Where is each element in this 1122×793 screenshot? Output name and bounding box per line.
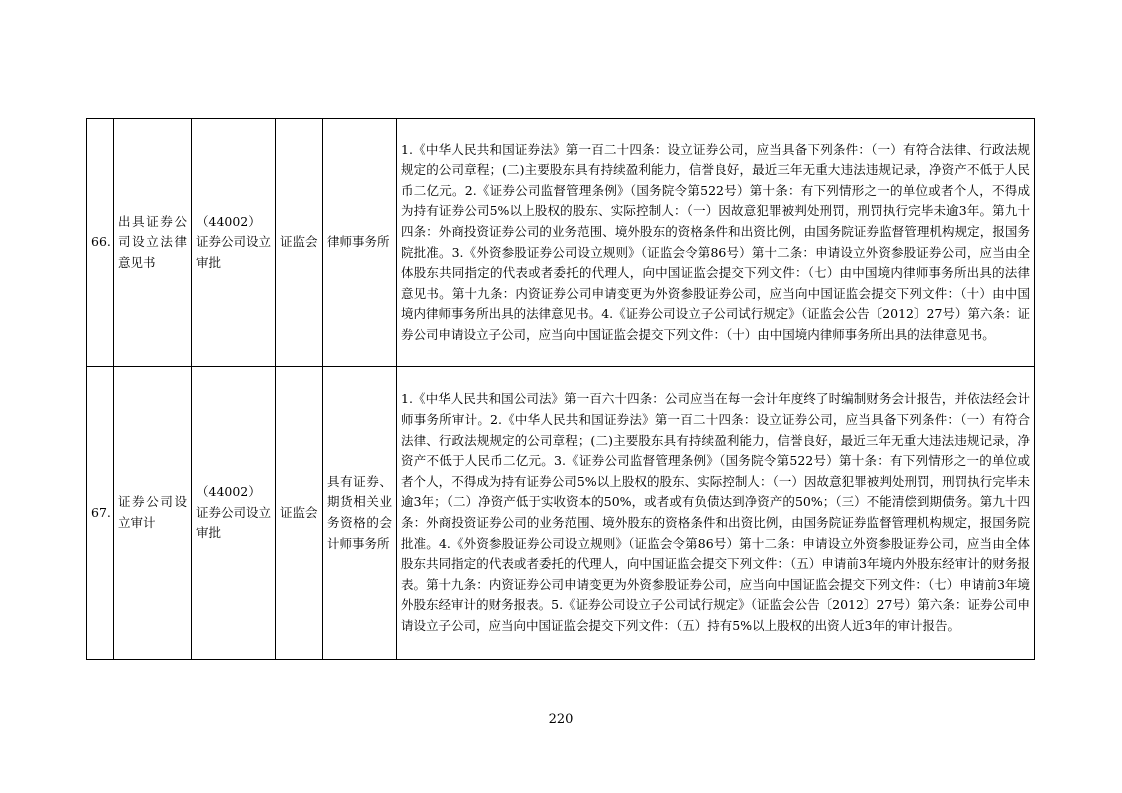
approval-item: （44002）证券公司设立审批 xyxy=(192,367,276,660)
regulation-table xyxy=(86,118,1035,660)
approval-item: （44002）证券公司设立审批 xyxy=(192,119,276,367)
legal-basis: 1.《中华人民共和国公司法》第一百六十四条：公司应当在每一会计年度终了时编制财务会计报告，并依法经会计师事务所审计。2.《中华人民共和国证券法》第一百二十四条：设立证券公司，应当具备下列条件：（一）有符合法律、行政法规规定的公司章程；(二)主要股东具有持续盈利能力，信誉良好，最近三年无重大违法违规记录，净资产不低于人民币二亿元。3.《证券公司监督管理条例》（国务院令第522号）第十条：有下列情形之一的单位或者个人，不得成为持有证券公司5%以上股权的股东、实际控制人：（一）因故意犯罪被判处刑罚，刑罚执行完毕未逾3年；（二）净资产低于实收资本的50%，或者或有负债达到净资产的50%；（三）不能清偿到期债务。第九十四条：外商投资证券公司的业务范围、境外股东的资格条件和出资比例，由国务院证券监督管理机构规定，报国务院批准。4.《外资参股证券公司设立规则》（证监会令第86号）第十二条：申请设立外资参股证券公司，应当由全体股东共同指定的代表或者委托的代理人，向中国证监会提交下列文件：（五）申请前3年境内外股东经审计的财务报表。第十九条：内资证券公司申请变更为外资参股证券公司，应当向中国证监会提交下列文件：（七）申请前3年境外股东经审计的财务报表。5.《证券公司设立子公司试行规定》（证监会公告〔2012〕27号）第六条：证券公司申请设立子公司，应当向中国证监会提交下列文件：（五）持有5%以上股权的出资人近3年的审计报告。 xyxy=(397,367,1035,660)
department: 证监会 xyxy=(276,119,323,367)
table-row xyxy=(87,119,1035,367)
table-row xyxy=(87,367,1035,660)
service-name: 出具证券公司设立法律意见书 xyxy=(114,119,192,367)
implementing-organization: 律师事务所 xyxy=(323,119,397,367)
legal-basis: 1.《中华人民共和国证券法》第一百二十四条：设立证券公司，应当具备下列条件：（一）有符合法律、行政法规规定的公司章程；(二)主要股东具有持续盈利能力，信誉良好，最近三年无重大违法违规记录，净资产不低于人民币二亿元。2.《证券公司监督管理条例》（国务院令第522号）第十条：有下列情形之一的单位或者个人，不得成为持有证券公司5%以上股权的股东、实际控制人：（一）因故意犯罪被判处刑罚，刑罚执行完毕未逾3年。第九十四条：外商投资证券公司的业务范围、境外股东的资格条件和出资比例，由国务院证券监督管理机构规定，报国务院批准。3.《外资参股证券公司设立规则》（证监会令第86号）第十二条：申请设立外资参股证券公司，应当由全体股东共同指定的代表或者委托的代理人，向中国证监会提交下列文件：（七）由中国境内律师事务所出具的法律意见书。第十九条：内资证券公司申请变更为外资参股证券公司，应当向中国证监会提交下列文件：（十）由中国境内律师事务所出具的法律意见书。4.《证券公司设立子公司试行规定》（证监会公告〔2012〕27号）第六条：证券公司申请设立子公司，应当向中国证监会提交下列文件：（十）由中国境内律师事务所出具的法律意见书。 xyxy=(397,119,1035,367)
page-number: 220 xyxy=(548,712,574,727)
implementing-organization: 具有证券、期货相关业务资格的会计师事务所 xyxy=(323,367,397,660)
row-number: 66. xyxy=(87,119,114,367)
department: 证监会 xyxy=(276,367,323,660)
service-name: 证券公司设立审计 xyxy=(114,367,192,660)
row-number: 67. xyxy=(87,367,114,660)
